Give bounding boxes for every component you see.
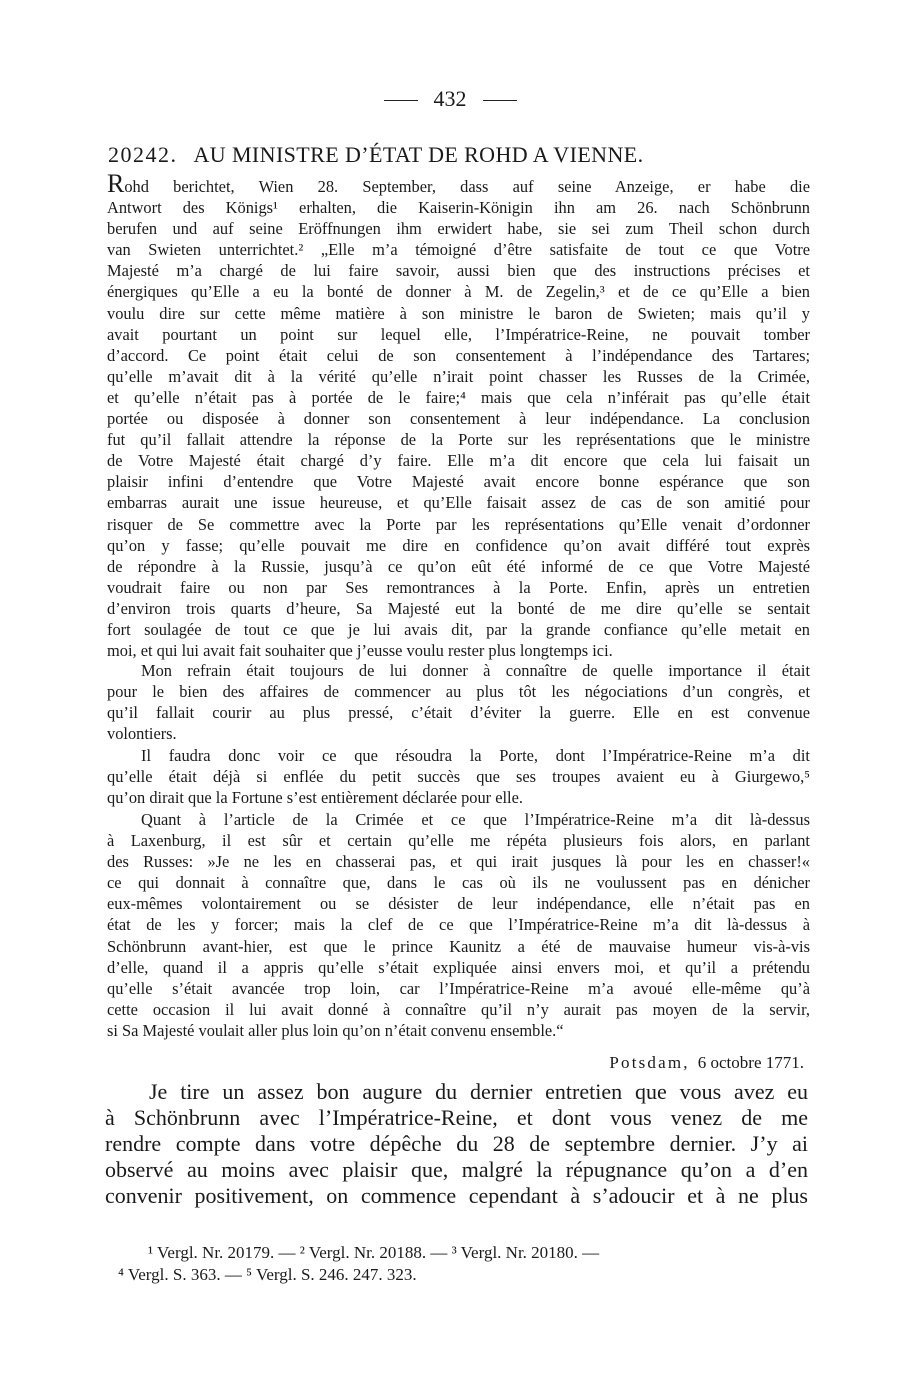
summary-line: portée ou disposée à donner son consentement à leur indépendance. La conclusion [107,409,810,429]
summary-line: avait pourtant un point sur lequel elle, l’Impératrice-Reine, ne pouvait tomber [107,324,810,344]
page-number-text: 432 [433,86,467,111]
summary-line: berufen und auf seine Eröffnungen ihm erwidert habe, sie sei zum Theil schon durch [107,219,810,239]
letter-line: observé au moins avec plaisir que, malgré la répugnance qu’on a d’en [105,1157,808,1182]
summary-line: d’accord. Ce point était celui de son consentement à l’indépendance des Tartares; [107,345,810,365]
summary-line: van Swieten unterrichtet.² „Elle m’a témoigné d’être satisfaite de tout ce que Votre [107,240,810,260]
paragraph-line: Quant à l’article de la Crimée et ce que l’Impératrice-Reine m’a dit là-dessus [141,810,810,829]
letter-body [105,1079,808,1209]
letter-line: rendre compte dans votre dépêche du 28 de septembre dernier. J’y ai [105,1131,808,1156]
paragraph-line: Il faudra donc voir ce que résoudra la Porte, dont l’Impératrice-Reine m’a dit [141,746,810,765]
dateline [609,1053,804,1073]
summary-line: qu’on y fasse; qu’elle pouvait me dire en confidence qu’on avait différé tout exprès [107,535,810,555]
summary-line: fort soulagée de tout ce que je lui avais dit, par la grande confiance qu’elle metait en [107,619,810,639]
dateline-date: 6 octobre 1771. [697,1053,804,1072]
summary-line: énergiques qu’Elle a eu la bonté de donner à M. de Zegelin,³ et de ce qu’Elle a bien [107,282,810,302]
paragraph-line: volontiers. [107,724,177,744]
summary-line: fut qu’il fallait attendre la réponse de la Porte sur les représentations que le ministre [107,430,810,450]
dateline-place: Potsdam, [609,1053,690,1072]
letter-title: AU MINISTRE D’ÉTAT DE ROHD A VIENNE. [193,142,644,167]
paragraph-line: Mon refrain était toujours de lui donner à connaître de quelle importance il était [141,661,810,680]
letter-line: à Schönbrunn avec l’Impératrice-Reine, et dont vous venez de me [105,1105,808,1130]
summary-line: de répondre à la Russie, jusqu’à ce qu’on eût été informé de ce que Votre Majesté [107,556,810,576]
summary-line: voulu dire sur cette même matière à son ministre le baron de Swieten; mais qu’il y [107,303,810,323]
footnotes [118,1242,808,1286]
paragraph-line: Schönbrunn avant-hier, est que le prince Kaunitz a été de mauvaise humeur vis-à-vis [107,936,810,956]
summary-line: embarras aurait une issue heureuse, et qu’Elle faisait assez de cas de son amitié pour [107,493,810,513]
summary-line: Antwort des Königs¹ erhalten, die Kaiserin-Königin ihn am 26. nach Schönbrunn [107,198,810,218]
letter-number: 20242. [108,142,178,167]
summary-line: voudrait faire ou non par Ses remontrances à la Porte. Enfin, après un entretien [107,577,810,597]
drop-initial: R [107,169,125,198]
summary-line: plaisir infini d’entendre que Votre Majesté avait encore bonne espérance que son [107,472,810,492]
summary-line: risquer de Se commettre avec la Porte par les représentations qu’Elle venait d’ordonner [107,514,810,534]
paragraph-4 [107,809,810,1041]
paragraph-line: qu’elle était déjà si enflée du petit succès que ses troupes avaient eu à Giurgewo,⁵ [107,767,810,787]
paragraph-line: qu’on dirait que la Fortune s’est entièrement déclarée pour elle. [107,788,523,808]
footnote-line: ¹ Vergl. Nr. 20179. — ² Vergl. Nr. 20188. — ³ Vergl. Nr. 20180. — [148,1243,600,1262]
page-number-dash-left [384,100,418,101]
paragraph-line: qu’elle s’était avancée trop loin, car l’Impératrice-Reine m’a avoué elle-même qu’à [107,978,810,998]
letter-line: convenir positivement, on commence cependant à s’adoucir et à ne plus [105,1183,808,1208]
summary-line: moi, et qui lui avait fait souhaiter que j’eusse voulu rester plus longtemps ici. [107,641,613,661]
summary-paragraph [107,169,810,661]
paragraph-line: des Russes: »Je ne les en chasserai pas, et qui irait jusques là pour les en chasser!« [107,852,810,872]
summary-line: Rohd berichtet, Wien 28. September, dass auf seine Anzeige, er habe die [107,169,810,198]
paragraph-line: qu’il fallait courir au plus pressé, c’était d’éviter la guerre. Elle en est convenue [107,703,810,723]
letter-line: Je tire un assez bon augure du dernier entretien que vous avez eu [149,1079,808,1104]
paragraph-line: cette occasion il lui avait donné à connaître qu’il n’y aurait pas moyen de la servir, [107,999,810,1019]
letter-heading [108,142,808,168]
summary-line: Majesté m’a chargé de lui faire savoir, aussi bien que des instructions précises et [107,261,810,281]
summary-line: d’environ trois quarts d’heure, Sa Majesté eut la bonté de me dire qu’elle se sentait [107,598,810,618]
page-number-dash-right [483,100,517,101]
paragraph-line: état de les y forcer; mais la clef de ce que l’Impératrice-Reine m’a dit là-dessus à [107,915,810,935]
paragraph-line: ce qui donnait à connaître que, dans le cas où ils ne voulussent pas en dénicher [107,873,810,893]
summary-line: qu’elle m’avait dit à la vérité qu’elle n’irait point chasser les Russes de la Crimée, [107,366,810,386]
paragraph-line: pour le bien des affaires de commencer au plus tôt les négociations d’un congrès, et [107,682,810,702]
paragraph-line: d’elle, quand il a appris qu’elle s’était expliquée ainsi envers moi, et qu’il a prétendu [107,957,810,977]
paragraph-3 [107,745,810,808]
summary-line: de Votre Majesté était chargé d’y faire. Elle m’a dit encore que cela lui faisait un [107,451,810,471]
paragraph-line: eux-mêmes volontairement ou se désister de leur indépendance, elle n’était pas en [107,894,810,914]
paragraph-line: à Laxenburg, il est sûr et certain qu’elle me répéta plusieurs fois alors, en parlant [107,831,810,851]
page-number [0,86,900,112]
footnote-line: ⁴ Vergl. S. 363. — ⁵ Vergl. S. 246. 247. 323. [118,1265,417,1284]
paragraph-line: si Sa Majesté voulait aller plus loin qu’on n’était convenu ensemble.“ [107,1020,564,1040]
summary-line: et qu’elle n’était pas à portée de le faire;⁴ mais que cela n’inférait pas qu’elle était [107,387,810,407]
paragraph-2 [107,660,810,744]
